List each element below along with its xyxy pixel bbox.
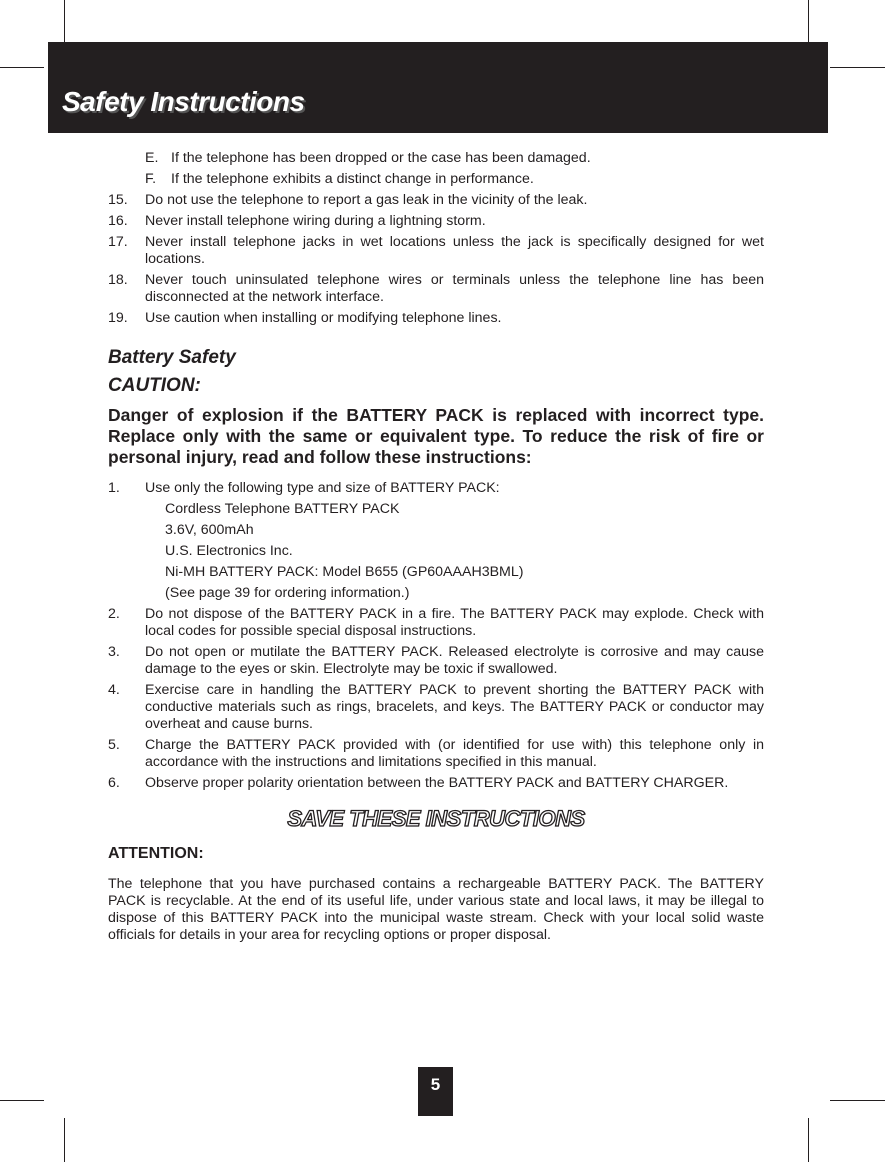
page-title: Safety Instructions (62, 86, 305, 117)
list-item (108, 171, 764, 188)
item-text: Charge the BATTERY PACK provided with (or identified for use with) this telephone only in accordance with the instructions and limitations specified in this manual. (145, 737, 764, 770)
crop-mark-bottom-left-h (0, 1100, 44, 1101)
content (108, 150, 764, 944)
item-text: Observe proper polarity orientation between the BATTERY PACK and BATTERY CHARGER. (145, 775, 729, 791)
attention-text: The telephone that you have purchased contains a rechargeable BATTERY PACK. The BATTERY PACK is recyclable. At the end of its useful life, under various state and local laws, it may be illegal to dispose of this BATTERY PACK into the municipal waste stream. Check with your local solid waste officials for details in your area for recycling options or proper disposal. (108, 876, 764, 943)
battery-spec-line: 3.6V, 600mAh (165, 522, 254, 538)
list-item (108, 682, 764, 733)
save-instructions-heading: SAVE THESE INSTRUCTIONS (287, 806, 585, 831)
item-number: 5. (108, 737, 120, 753)
item-number: 17. (108, 234, 128, 250)
battery-spec-line: Ni-MH BATTERY PACK: Model B655 (GP60AAAH3BML) (165, 564, 524, 580)
list-item (108, 775, 764, 792)
item-number: 1. (108, 480, 120, 496)
crop-mark-bottom-left-v (64, 1118, 65, 1162)
caution-heading: CAUTION: (108, 375, 201, 396)
list-item (108, 644, 764, 678)
item-text: Do not dispose of the BATTERY PACK in a fire. The BATTERY PACK may explode. Check with local codes for possible special disposal instructions. (145, 606, 764, 639)
battery-spec-line: (See page 39 for ordering information.) (165, 585, 410, 601)
battery-warning: Danger of explosion if the BATTERY PACK is replaced with incorrect type. Replace only with the same or equivalent type. To reduce the risk of fire or personal injury, read and follow these instructions: (108, 405, 764, 467)
list-item (108, 150, 764, 167)
page-number: 5 (418, 1067, 453, 1116)
item-number: 2. (108, 606, 120, 622)
item-text: Do not open or mutilate the BATTERY PACK. Released electrolyte is corrosive and may cause damage to the eyes or skin. Electrolyte may be toxic if swallowed. (145, 644, 764, 677)
battery-spec-line: Cordless Telephone BATTERY PACK (165, 501, 400, 517)
list-item (108, 234, 764, 268)
item-text: Use caution when installing or modifying telephone lines. (145, 310, 502, 326)
item-text: Never touch uninsulated telephone wires or terminals unless the telephone line has been disconnected at the network interface. (145, 272, 764, 305)
battery-safety-heading: Battery Safety (108, 347, 236, 368)
attention-heading: ATTENTION: (108, 845, 204, 862)
crop-mark-bottom-right-h (830, 1100, 885, 1101)
item-text: Use only the following type and size of BATTERY PACK: (145, 480, 500, 496)
list-item (108, 192, 764, 209)
item-number: 6. (108, 775, 120, 791)
crop-mark-top-right-h (830, 67, 885, 68)
item-letter: E. (145, 150, 159, 166)
list-item (108, 737, 764, 771)
crop-mark-bottom-right-v (808, 1118, 809, 1162)
item-text: Do not use the telephone to report a gas leak in the vicinity of the leak. (145, 192, 588, 208)
item-text: Never install telephone wiring during a lightning storm. (145, 213, 486, 229)
item-number: 18. (108, 272, 128, 288)
list-item (108, 480, 764, 497)
list-item (108, 310, 764, 327)
item-text: Never install telephone jacks in wet locations unless the jack is specifically designed for wet locations. (145, 234, 764, 267)
item-number: 4. (108, 682, 120, 698)
crop-mark-top-left-h (0, 67, 44, 68)
list-item (108, 213, 764, 230)
item-number: 3. (108, 644, 120, 660)
item-text: Exercise care in handling the BATTERY PACK to prevent shorting the BATTERY PACK with conductive materials such as rings, bracelets, and keys. The BATTERY PACK or conductor may overheat and cause burns. (145, 682, 764, 732)
item-letter: F. (145, 171, 157, 187)
battery-spec-line: U.S. Electronics Inc. (165, 543, 293, 559)
item-number: 15. (108, 192, 128, 208)
list-item (108, 272, 764, 306)
item-number: 19. (108, 310, 128, 326)
item-number: 16. (108, 213, 128, 229)
item-text: If the telephone exhibits a distinct change in performance. (171, 171, 534, 187)
item-text: If the telephone has been dropped or the case has been damaged. (171, 150, 591, 166)
crop-mark-top-left-v (64, 0, 65, 44)
crop-mark-top-right-v (808, 0, 809, 44)
list-item (108, 606, 764, 640)
